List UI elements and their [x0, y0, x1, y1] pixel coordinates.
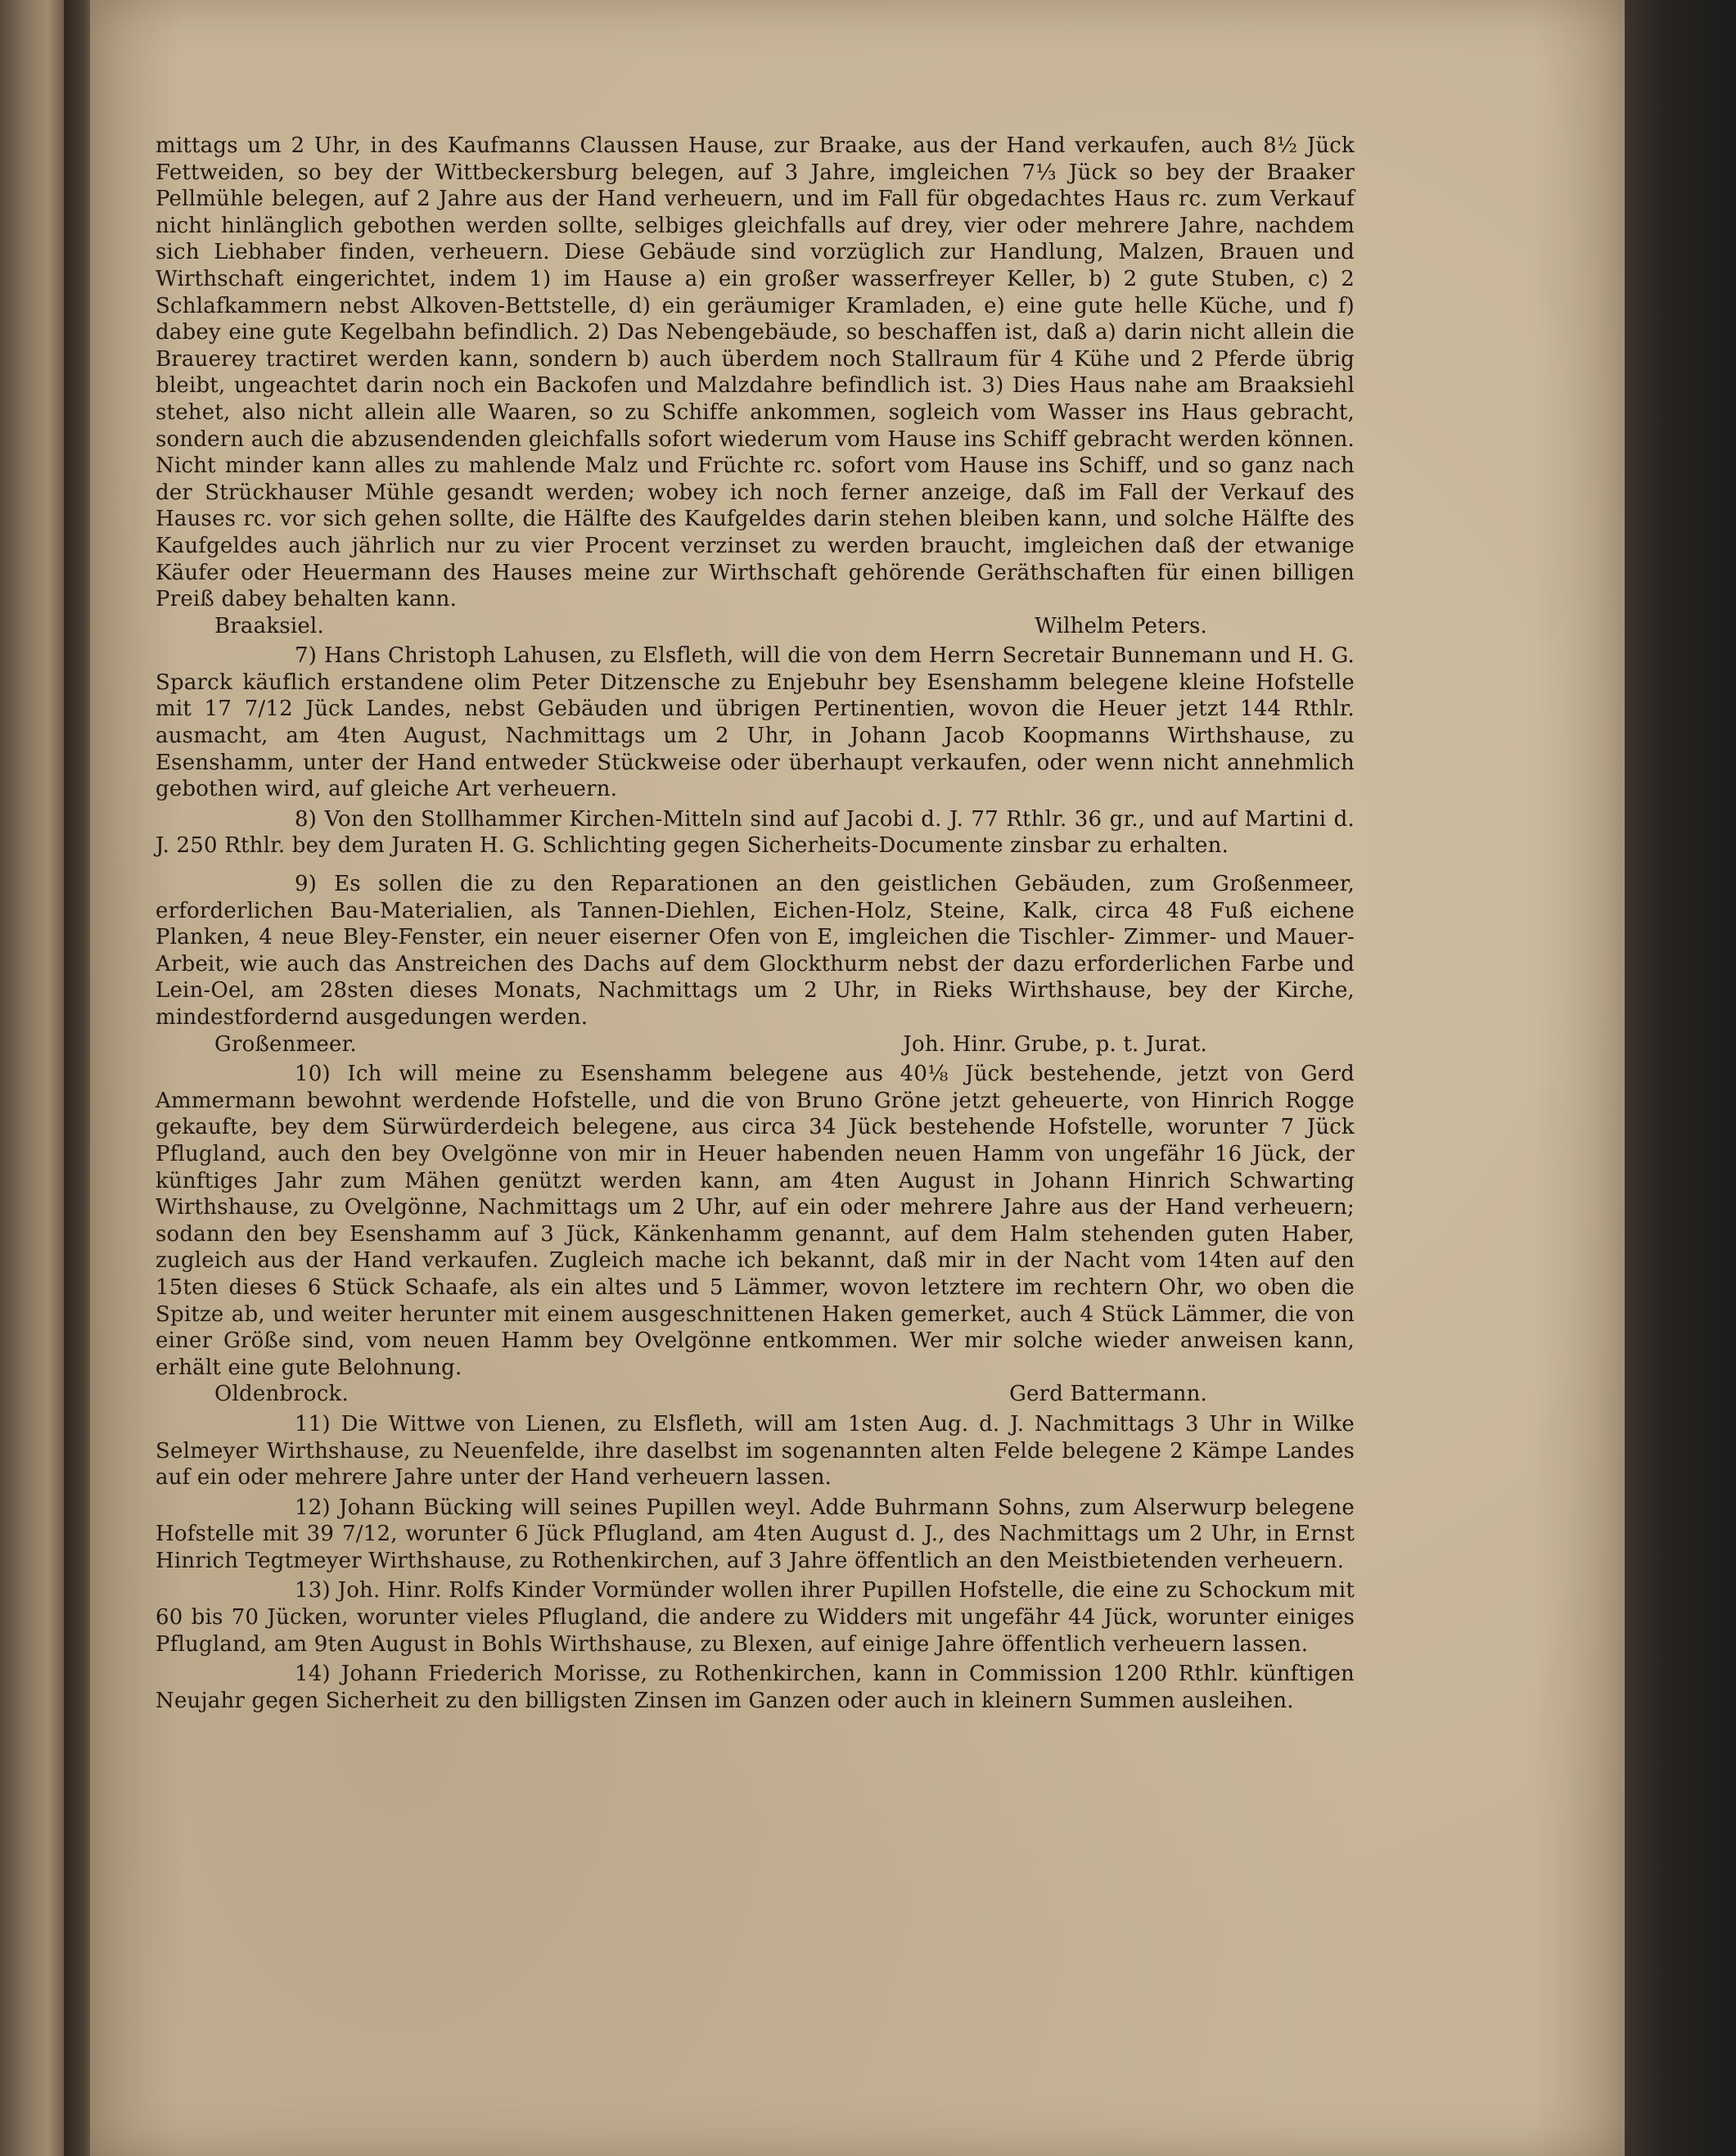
entry10-signer: Gerd Battermann.	[1009, 1382, 1207, 1407]
entry-10: 10) Ich will meine zu Esenshamm belegene aus 40⅛ Jück bestehende, jetzt von Gerd Ammermann bewohnt werdende Hofstelle, und die von Bruno Gröne jetzt geheuerte, von Hinrich Rogge gekaufte, bey dem Sürwürderdeich belegene, aus circa 34 Jück bestehende Hofstelle, worunter 7 Jück Pflugland, auch den bey Ovelgönne von mir in Heuer habenden neuen Hamm von ungefähr 16 Jück, der künftiges Jahr zum Mähen genützt werden kann, am 4ten August in Johann Hinrich Schwarting Wirthshause, zu Ovelgönne, Nachmittags um 2 Uhr, auf ein oder mehrere Jahre aus der Hand verheuern; sodann den bey Esenshamm auf 3 Jück, Känkenhamm genannt, auf dem Halm stehenden guten Haber, zugleich aus der Hand verkaufen. Zugleich mache ich bekannt, daß mir in der Nacht vom 14ten auf den 15ten dieses 6 Stück Schaafe, als ein altes und 5 Lämmer, wovon letztere im rechtern Ohr, wo oben die Spitze ab, und weiter herunter mit einem ausgeschnittenen Haken gemerket, auch 4 Stück Lämmer, die von einer Größe sind, vom neuen Hamm bey Ovelgönne entkommen. Wer mir solche wieder anweisen kann, erhält eine gute Belohnung.	[156, 1062, 1355, 1380]
continuation-paragraph: mittags um 2 Uhr, in des Kaufmanns Claussen Hause, zur Braake, aus der Hand verkaufen, auch 8½ Jück Fettweiden, so bey der Wittbeckersburg belegen, auf 3 Jahre, imgleichen 7⅓ Jück so bey der Braaker Pellmühle belegen, auf 2 Jahre aus der Hand verheuern, und im Fall für obgedachtes Haus rc. zum Verkauf nicht hinlänglich gebothen werden sollte, selbiges gleichfalls auf drey, vier oder mehrere Jahre, nachdem sich Liebhaber finden, verheuern. Diese Gebäude sind vorzüglich zur Handlung, Malzen, Brauen und Wirthschaft eingerichtet, indem 1) im Hause a) ein großer wasserfreyer Keller, b) 2 gute Stuben, c) 2 Schlafkammern nebst Alkoven-Bettstelle, d) ein geräumiger Kramladen, e) eine gute helle Küche, und f) dabey eine gute Kegelbahn befindlich. 2) Das Nebengebäude, so beschaffen ist, daß a) darin nicht allein die Brauerey tractiret werden kann, sondern b) auch überdem noch Stallraum für 4 Kühe und 2 Pferde übrig bleibt, ungeachtet darin noch ein Backofen und Malzdahre befindlich ist. 3) Dies Haus nahe am Braaksiehl stehet, also nicht allein alle Waaren, so zu Schiffe ankommen, sogleich vom Wasser ins Haus gebracht, sondern auch die abzusendenden gleichfalls sofort wiederum vom Hause ins Schiff gebracht werden können. Nicht minder kann alles zu mahlende Malz und Früchte rc. sofort vom Hause ins Schiff, und so ganz nach der Strückhauser Mühle gesandt werden; wobey ich noch ferner anzeige, daß im Fall der Verkauf des Hauses rc. vor sich gehen sollte, die Hälfte des Kaufgeldes darin stehen bleiben kann, und solche Hälfte des Kaufgeldes auch jährlich nur zu vier Procent verzinset zu werden braucht, imgleichen daß der etwanige Käufer oder Heuermann des Hauses meine zur Wirthschaft gehörende Geräthschaften für einen billigen Preiß dabey behalten kann.	[156, 133, 1355, 612]
entry-9: 9) Es sollen die zu den Reparationen an den geistlichen Gebäuden, zum Großenmeer, erforderlichen Bau-Materialien, als Tannen-Diehlen, Eichen-Holz, Steine, Kalk, circa 48 Fuß eichene Planken, 4 neue Bley-Fenster, ein neuer eiserner Ofen von E, imgleichen die Tischler- Zimmer- und Mauer-Arbeit, wie auch das Anstreichen des Dachs auf dem Glockthurm nebst der dazu erforderlichen Farbe und Lein-Oel, am 28sten dieses Monats, Nachmittags um 2 Uhr, in Rieks Wirthshause, bey der Kirche, mindestfordernd ausgedungen werden.	[156, 872, 1355, 1030]
entry-7: 7) Hans Christoph Lahusen, zu Elsfleth, will die von dem Herrn Secretair Bunnemann und H. G. Sparck käuflich erstandene olim Peter Ditzensche zu Enjebuhr bey Esenshamm belegene kleine Hofstelle mit 17 7/12 Jück Landes, nebst Gebäuden und übrigen Pertinentien, wovon die Heuer jetzt 144 Rthlr. ausmacht, am 4ten August, Nachmittags um 2 Uhr, in Johann Jacob Koopmanns Wirthshause, zu Esenshamm, unter der Hand entweder Stückweise oder überhaupt verkaufen, oder wenn nicht annehmlich gebothen wird, auf gleiche Art verheuern.	[156, 643, 1355, 802]
entry-11: 11) Die Wittwe von Lienen, zu Elsfleth, will am 1sten Aug. d. J. Nachmittags 3 Uhr in Wilke Selmeyer Wirthshause, zu Neuenfelde, ihre daselbst im sogenannten alten Felde belegene 2 Kämpe Landes auf ein oder mehrere Jahre unter der Hand verheuern lassen.	[156, 1411, 1355, 1491]
entry9-place: Großenmeer.	[214, 1031, 357, 1057]
entry9-signature-line	[156, 1031, 1355, 1058]
entry10-signature-line	[156, 1381, 1355, 1408]
entry-8: 8) Von den Stollhammer Kirchen-Mitteln sind auf Jacobi d. J. 77 Rthlr. 36 gr., und auf Martini d. J. 250 Rthlr. bey dem Juraten H. G. Schlichting gegen Sicherheits-Documente zinsbar zu erhalten.	[156, 806, 1355, 859]
page-edge-shadow	[1625, 0, 1736, 2156]
previous-page-edge	[0, 0, 64, 2156]
page-text	[156, 133, 1355, 1714]
entry-13: 13) Joh. Hinr. Rolfs Kinder Vormünder wollen ihrer Pupillen Hofstelle, die eine zu Schockum mit 60 bis 70 Jücken, worunter vieles Pflugland, die andere zu Widders mit ungefähr 44 Jück, worunter einiges Pflugland, am 9ten August in Bohls Wirthshause, zu Blexen, auf einige Jahre öffentlich verheuern lassen.	[156, 1578, 1355, 1657]
entry-14: 14) Johann Friederich Morisse, zu Rothenkirchen, kann in Commission 1200 Rthlr. künftigen Neujahr gegen Sicherheit zu den billigsten Zinsen im Ganzen oder auch in kleinern Summen ausleihen.	[156, 1662, 1355, 1713]
entry10-place: Oldenbrock.	[214, 1382, 349, 1407]
entry6-place: Braaksiel.	[214, 613, 324, 638]
entry6-signer: Wilhelm Peters.	[1035, 613, 1207, 638]
entry6-signature-line	[156, 613, 1355, 640]
entry-12: 12) Johann Bücking will seines Pupillen weyl. Adde Buhrmann Sohns, zum Alserwurp belegene Hofstelle mit 39 7/12, worunter 6 Jück Pflugland, am 4ten August d. J., des Nachmittags um 2 Uhr, in Ernst Hinrich Tegtmeyer Wirthshause, zu Rothenkirchen, auf 3 Jahre öffentlich an den Meistbietenden verheuern.	[156, 1495, 1355, 1573]
entry9-signer: Joh. Hinr. Grube, p. t. Jurat.	[903, 1031, 1207, 1057]
